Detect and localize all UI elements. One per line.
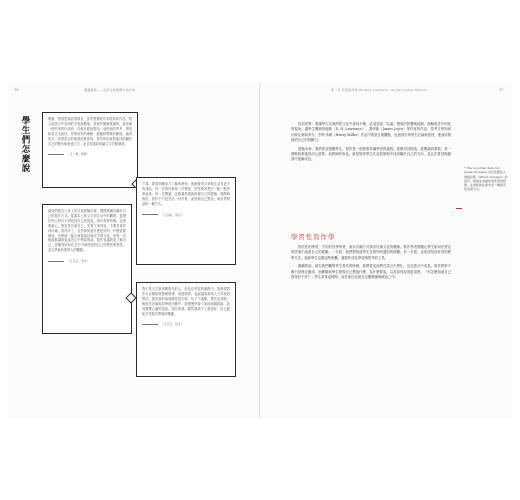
attribution-text: （王以凡，學生） [67,259,90,264]
attribution-rule [48,261,64,262]
attribution-text: （王以凡，學生） [161,322,184,327]
quote-bubble [42,204,132,334]
body-paragraph: 謝爾的說，就在我們觀察學生寫作的時候，我們看見他們在語言中掙扎，也在語言中成長。寫作教學不應只是修正錯誤，而應幫助學生發現自己想說什麼、為什麼要說，以及如何說得更清楚。「你怎麼知道自己寫得好不好？」學生常常這樣問，而答案往往就在反覆閱讀與修改之中。 [291,264,451,280]
quote-bubble [136,177,236,265]
quote-text: 讓我們從自己身上的日常經驗出發，慢慢建構出屬於自己的寫作方式。從書本上的文字到生活中的觀察，從模仿別人的句子到找到自己的語氣，寫作需要時間，也需要耐心。我常常告訴自己，先寫下來再說，不要急著評判好壞。寫得多了，自然會知道什麼是好的、什麼需要修改。有時候一篇文章要改好幾次才算完成，但每一次修改都讓我更接近心中想說的話。寫作也讓我更了解自己，更懂得如何在文字中誠實面對自己的想法與感受，並且學會欣賞別人的觀點。 [48,209,126,253]
body-text [291,122,451,166]
book-spread [8,82,512,418]
quote-text: 下課，要寫到睡前才了解的時刻，逐漸覺得文章與生活有更多的連結。每一次寫作都是一次整理，把零散的想法一點一點拼湊起來；每一次閱讀，也都讓我重新檢視自己的經驗。我開始相信，寫作不只是交出一份作業，而是與自己對話、與世界對話的一種方式。 [142,182,230,206]
body-paragraph: 透過本章，我們希望提醒學生，寫作是一個需要持續學習的過程。從模仿到創造，從閱讀到書寫，每一個階段都值得用心經營；而教師的角色，就是陪伴學生在這段旅程中找到屬於自己的方向，並且在嘗試與錯誤中逐漸成長。 [291,146,451,162]
body-paragraph: 對於性的學習，不同於性學學者，會以各種方式探討性與文化的關係。寫作學者則關心學生如何在特定的語境中表達自己的經驗。一方面，他們想知道學生在寫作時遇到的困難；另一方面，也希望找到有效的教學方法，協助學生克服這些困難，讓寫作成為學習與思考的工具。 [291,245,451,260]
sidenote-text: * The love that dare not speak its name 出自英國詩人道格拉斯（Alfred Douglas）的詩句，後來成為描述同性戀的隱語，在當時的社會中是一種禁忌的表達方式。 [464,166,508,192]
quote-attribution [142,322,230,326]
section-body [291,245,451,283]
quote-bubble [42,112,138,188]
quote-text: 閱讀，特別是讀品質精良、富有想像的作家經典的作品，對人從語言中得到的享受與價值，是幾乎無窮無盡的。當你讀一個作家的作品時，你就在跟他對話；他把他的思考、感受和語言交給你，你則用你的理解、經驗和想像回應他。讀得愈多，你對語言的敏感度就愈高，寫作時也就愈能找到屬於自己的聲音與表達方式，並且知道如何讓文字打動讀者。 [48,117,132,146]
footnote-marker [456,208,462,209]
page-number: 17 [499,88,504,92]
attribution-text: （王一鳴，教授） [67,152,90,157]
quote-attribution [142,213,230,217]
body-paragraph: 性別差異：要讓學生在我們的文化中尋找平衡，必須認清「乳處」帶來的影響與區隔，理解寫作中的性別視角。讓學生閱讀勞倫斯（D. H. Lawrence）、喬伊斯（James Joyce）等作家的作品，思考文學如何反映社會與身分。亨利·米勒（Henry Miller）作品中的語言與觀點，也值得引導學生討論與批判，進而培養他們自己的判斷力。 [291,122,451,143]
running-head: 第一章 學習寫作者 Writing Learners: On Becoming Writers [331,88,427,92]
attribution-text: （王以如，學生） [161,212,184,217]
quote-bubble [136,282,236,377]
section-heading: 學習性寫作學 [291,233,336,241]
quote-text: 我不是天生就喜歡寫作的人，但是在學習的過程中，我發現寫作可以幫助我整理思緒、表達情感，也能讓我和別人分享我的想法。最初寫的東西總是很生硬，句子不通順，想法也零散；後來在老師和同學的回饋中，我慢慢學會了如何組織段落、如何選擇合適的詞語。現在的我，雖然還談不上寫得好，但已經能享受寫作帶來的樂趣。 [142,287,230,316]
page-title: 學生們怎麼說 [20,116,30,173]
attribution-rule [48,154,64,155]
attribution-rule [142,324,158,325]
page-number: 16 [14,88,19,92]
running-head: 邊讀邊寫——在學生的期望中找方向 [84,88,136,92]
quote-attribution [48,259,126,263]
sidenote [464,166,508,192]
right-page [261,82,512,418]
quote-attribution [48,152,132,156]
left-page [8,82,259,418]
attribution-rule [142,214,158,215]
